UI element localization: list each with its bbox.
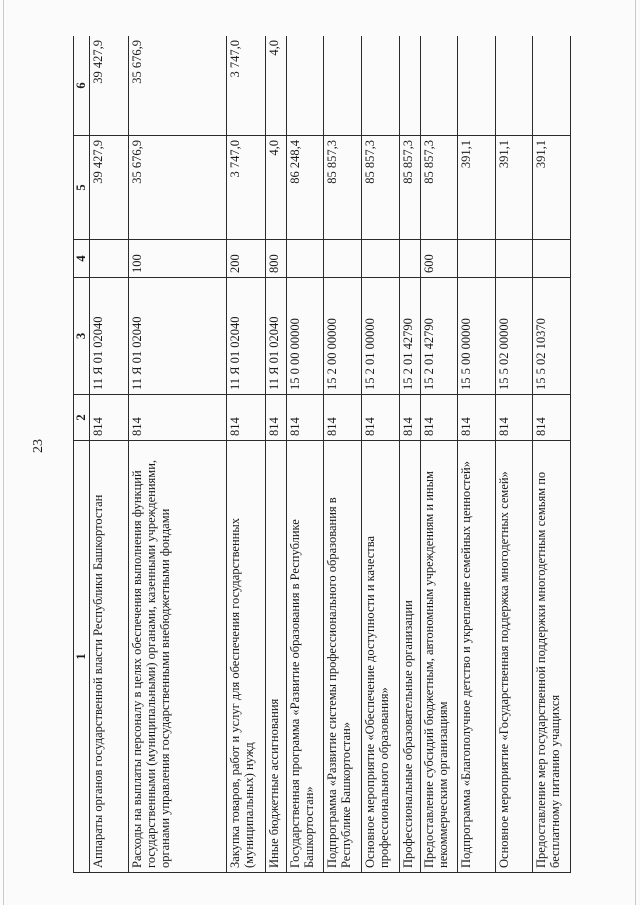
row-name: Расходы на выплаты персоналу в целях обеспечения выполнения функций государственными (муниципальными) органами, казенными учреждениями, органами управления государственными внебюджетными фондами — [128, 441, 226, 873]
row-department-code: 814 — [533, 395, 571, 441]
header-col-4: 4 — [74, 240, 90, 278]
row-sum-2 — [420, 36, 458, 136]
table-row — [265, 36, 286, 873]
table-row — [495, 36, 533, 873]
row-expense-type: 200 — [227, 240, 266, 278]
row-department-code: 814 — [420, 395, 458, 441]
row-name: Подпрограмма «Развитие системы профессионального образования в Республике Башкортостан» — [324, 441, 362, 873]
row-name: Предоставление субсидий бюджетным, автономным учреждениям и иным некоммерческим организациям — [420, 441, 458, 873]
row-target-article: 15 5 00 00000 — [458, 278, 496, 395]
row-sum-2 — [458, 36, 496, 136]
table-row — [399, 36, 420, 873]
row-department-code: 814 — [495, 395, 533, 441]
table-row — [227, 36, 266, 873]
row-name: Закупка товаров, работ и услуг для обеспечения государственных (муниципальных) нужд — [227, 441, 266, 873]
row-sum-1: 4,0 — [265, 136, 286, 240]
table-row — [533, 36, 571, 873]
row-sum-2 — [286, 36, 324, 136]
row-department-code: 814 — [128, 395, 226, 441]
scan-edge-right — [635, 0, 636, 905]
row-sum-2 — [361, 36, 399, 136]
table-row — [90, 36, 129, 873]
header-row — [74, 36, 90, 873]
header-col-1: 1 — [74, 441, 90, 873]
table-row — [458, 36, 496, 873]
row-sum-1: 85 857,3 — [361, 136, 399, 240]
row-target-article: 15 0 00 00000 — [286, 278, 324, 395]
row-department-code: 814 — [286, 395, 324, 441]
row-sum-2: 35 676,9 — [128, 36, 226, 136]
row-target-article: 11 Я 01 02040 — [227, 278, 266, 395]
row-sum-2 — [495, 36, 533, 136]
row-sum-2 — [399, 36, 420, 136]
row-sum-2 — [324, 36, 362, 136]
row-sum-2: 39 427,9 — [90, 36, 129, 136]
row-name: Иные бюджетные ассигнования — [265, 441, 286, 873]
row-expense-type — [286, 240, 324, 278]
row-sum-1: 35 676,9 — [128, 136, 226, 240]
row-department-code: 814 — [458, 395, 496, 441]
table-row — [420, 36, 458, 873]
row-sum-1: 86 248,4 — [286, 136, 324, 240]
row-expense-type — [533, 240, 571, 278]
row-department-code: 814 — [361, 395, 399, 441]
row-department-code: 814 — [90, 395, 129, 441]
row-department-code: 814 — [324, 395, 362, 441]
budget-table — [73, 36, 571, 873]
row-sum-1: 391,1 — [458, 136, 496, 240]
row-department-code: 814 — [227, 395, 266, 441]
row-target-article: 15 2 00 00000 — [324, 278, 362, 395]
row-sum-1: 85 857,3 — [399, 136, 420, 240]
row-name: Основное мероприятие «Обеспечение доступности и качества профессионального образования» — [361, 441, 399, 873]
row-sum-1: 391,1 — [495, 136, 533, 240]
row-name: Основное мероприятие «Государственная поддержка многодетных семей» — [495, 441, 533, 873]
scan-edge-left — [3, 0, 4, 905]
row-target-article: 15 2 01 00000 — [361, 278, 399, 395]
row-sum-1: 391,1 — [533, 136, 571, 240]
row-name: Государственная программа «Развитие образования в Республике Башкортостан» — [286, 441, 324, 873]
row-expense-type: 600 — [420, 240, 458, 278]
header-col-6: 6 — [74, 36, 90, 136]
header-col-3: 3 — [74, 278, 90, 395]
row-expense-type — [399, 240, 420, 278]
row-sum-2 — [533, 36, 571, 136]
row-expense-type — [90, 240, 129, 278]
row-sum-1: 39 427,9 — [90, 136, 129, 240]
row-sum-2: 4,0 — [265, 36, 286, 136]
row-sum-1: 85 857,3 — [324, 136, 362, 240]
row-target-article: 15 5 02 10370 — [533, 278, 571, 395]
table-row — [128, 36, 226, 873]
row-name: Подпрограмма «Благополучное детство и укрепление семейных ценностей» — [458, 441, 496, 873]
row-sum-1: 3 747,0 — [227, 136, 266, 240]
row-name: Предоставление мер государственной поддержки многодетным семьям по бесплатному питанию учащихся — [533, 441, 571, 873]
row-target-article: 11 Я 01 02040 — [128, 278, 226, 395]
row-target-article: 15 5 02 00000 — [495, 278, 533, 395]
row-department-code: 814 — [265, 395, 286, 441]
table-row — [361, 36, 399, 873]
row-expense-type: 100 — [128, 240, 226, 278]
row-target-article: 15 2 01 42790 — [399, 278, 420, 395]
row-department-code: 814 — [399, 395, 420, 441]
document-sheet — [73, 36, 571, 873]
row-target-article: 11 Я 01 02040 — [265, 278, 286, 395]
rotated-table-wrapper — [73, 36, 571, 873]
header-col-2: 2 — [74, 395, 90, 441]
table-row — [286, 36, 324, 873]
row-target-article: 11 Я 01 02040 — [90, 278, 129, 395]
header-col-5: 5 — [74, 136, 90, 240]
row-expense-type — [361, 240, 399, 278]
row-name: Профессиональные образовательные организации — [399, 441, 420, 873]
table-row — [324, 36, 362, 873]
row-expense-type — [324, 240, 362, 278]
row-expense-type — [458, 240, 496, 278]
row-expense-type: 800 — [265, 240, 286, 278]
row-sum-2: 3 747,0 — [227, 36, 266, 136]
row-target-article: 15 2 01 42790 — [420, 278, 458, 395]
row-expense-type — [495, 240, 533, 278]
page-number: 23 — [31, 439, 46, 453]
row-name: Аппараты органов государственной власти Республики Башкортостан — [90, 441, 129, 873]
row-sum-1: 85 857,3 — [420, 136, 458, 240]
